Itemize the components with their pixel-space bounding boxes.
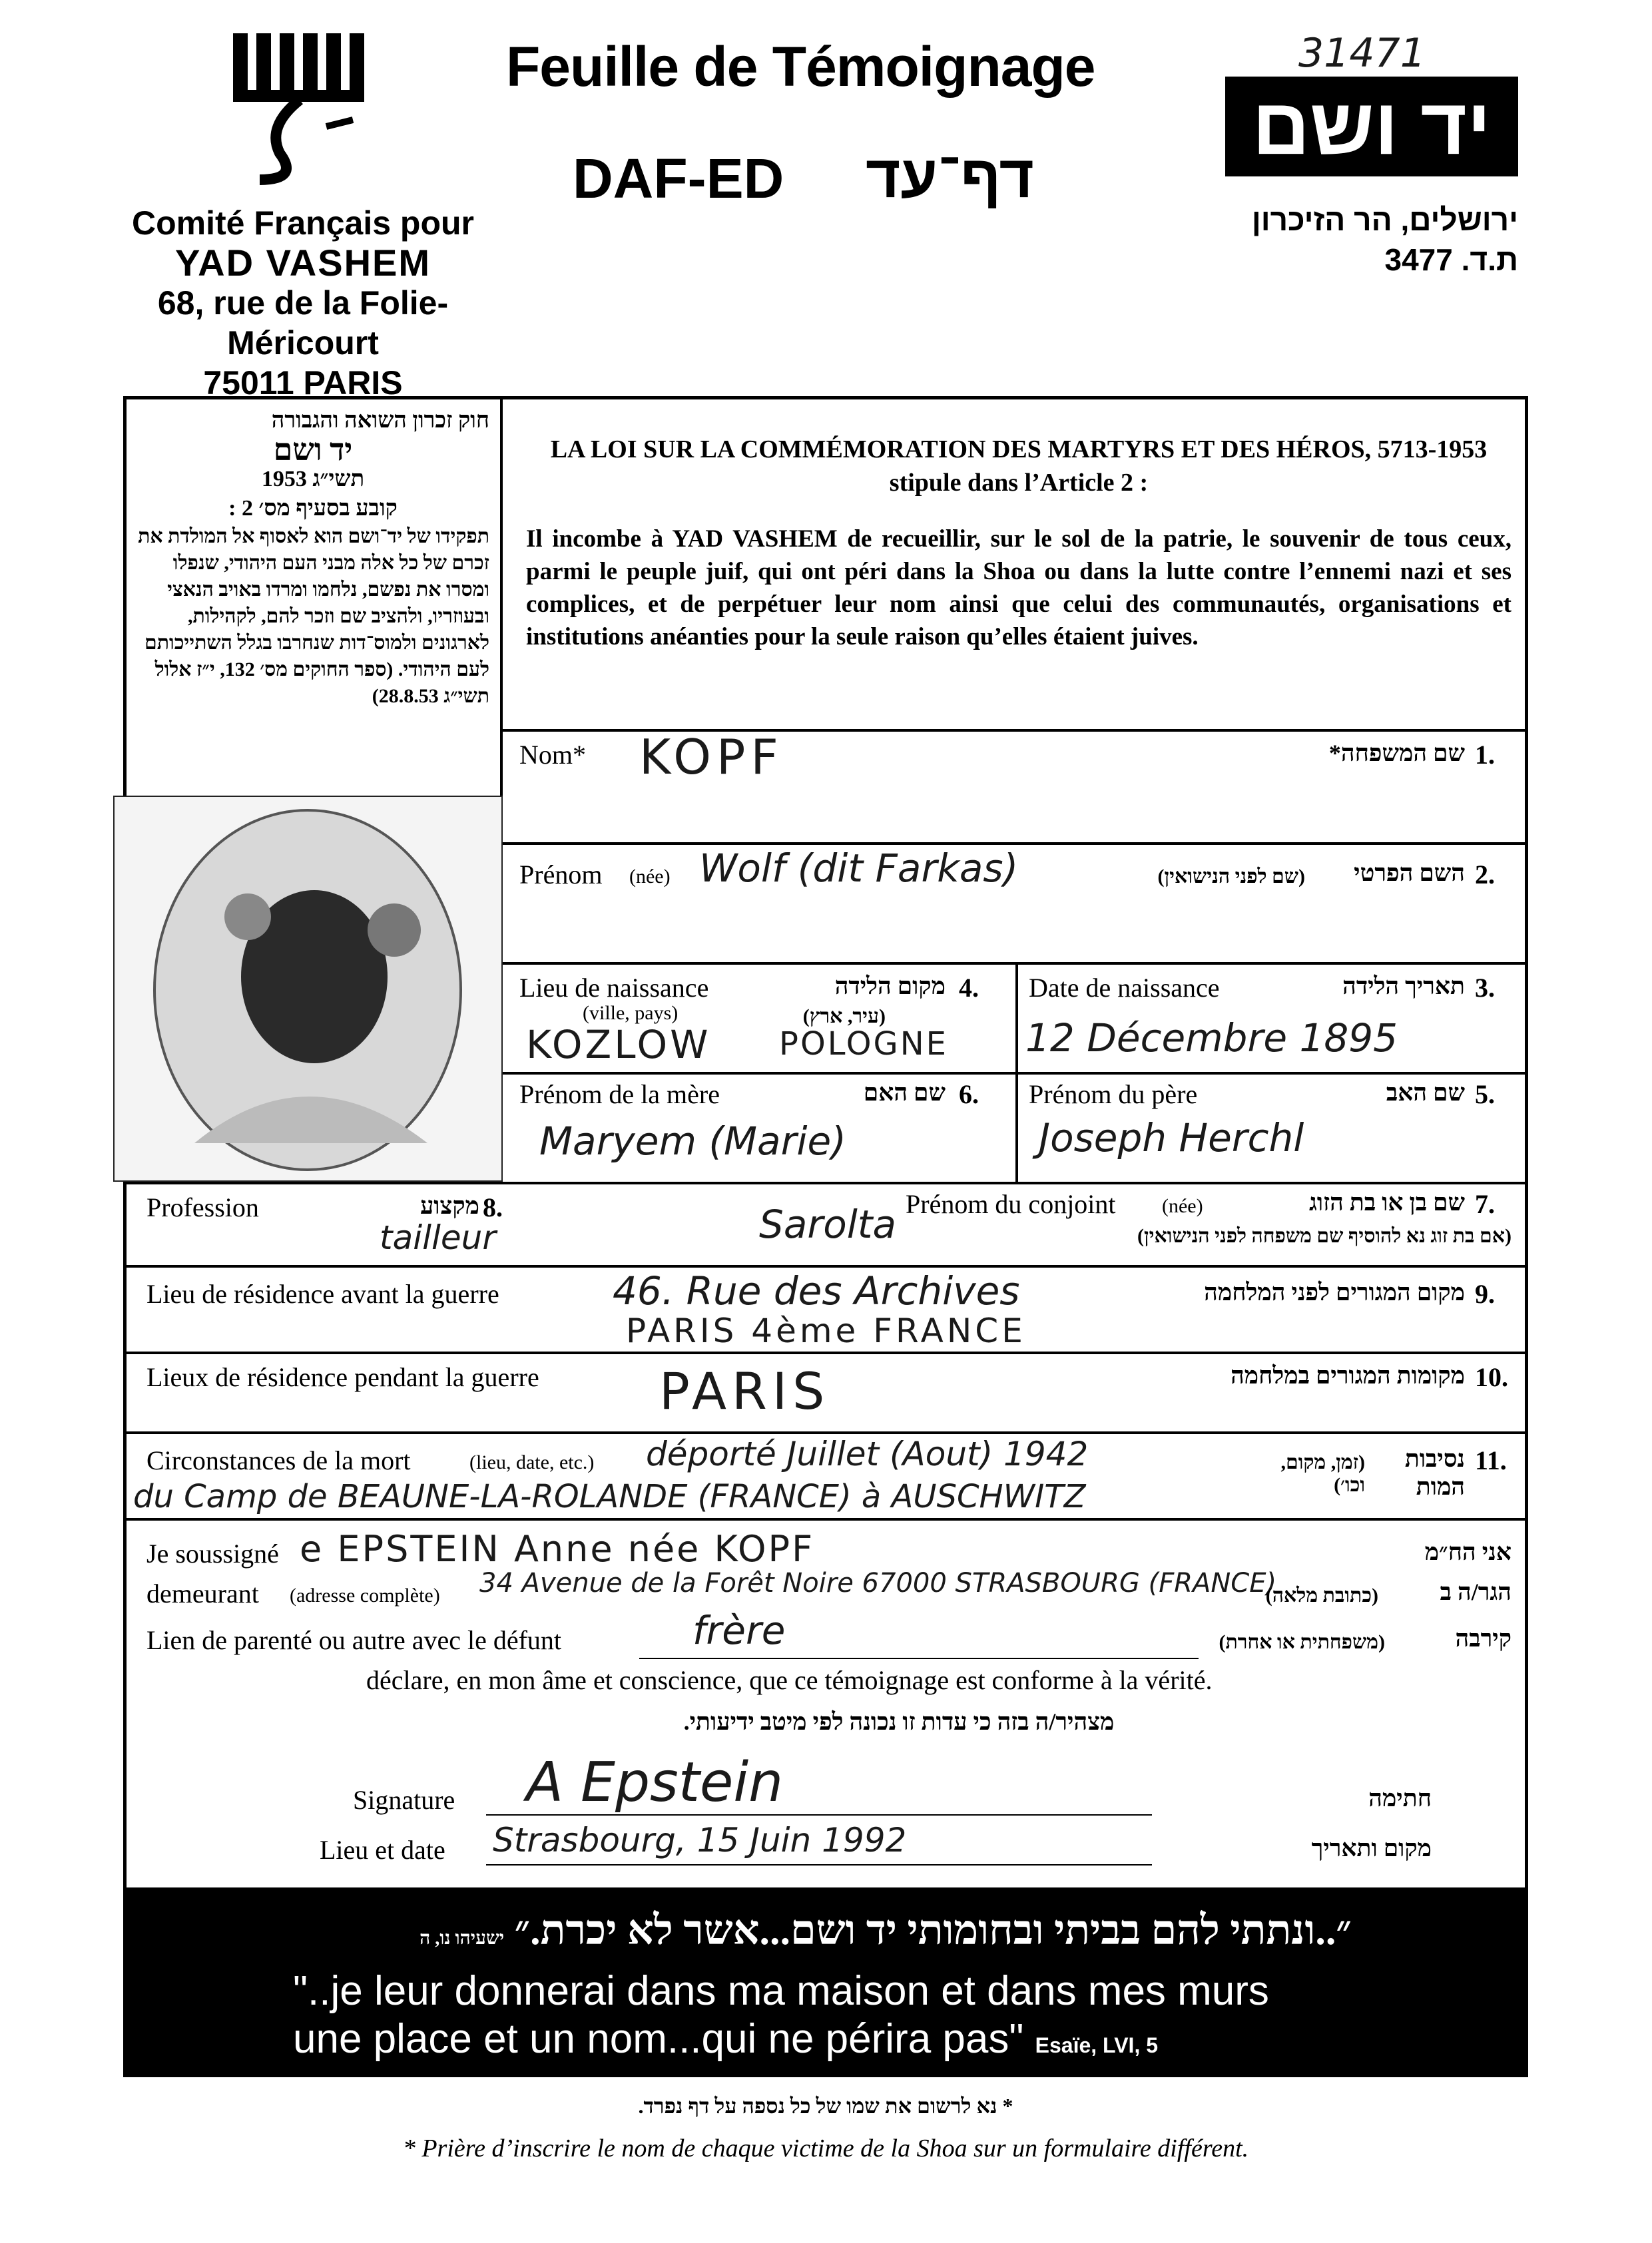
lieu-naissance-hebrew-note: (עיר, ארץ) bbox=[802, 1005, 886, 1027]
circonstances-note: (lieu, date, etc.) bbox=[469, 1451, 595, 1473]
lieu-date-value: Strasbourg, 15 Juin 1992 bbox=[493, 1821, 907, 1860]
hebrew-law-text bbox=[137, 406, 489, 710]
conjoint-number: 7. bbox=[1475, 1189, 1495, 1219]
nom-hebrew-label: שם המשפחה* bbox=[1328, 740, 1465, 766]
demeurant-note: (adresse complète) bbox=[290, 1585, 440, 1607]
footer-quote-french-ref: Esaïe, LVI, 5 bbox=[1035, 2033, 1159, 2057]
victim-photo bbox=[113, 796, 503, 1182]
footer-quote-french bbox=[293, 1967, 1492, 2069]
signature-value: A Epstein bbox=[526, 1751, 784, 1814]
lien-label: Lien de parenté ou autre avec le défunt bbox=[146, 1625, 562, 1655]
declaration-text: déclare, en mon âme et conscience, que ce témoignage est conforme à la vérité. bbox=[366, 1665, 1213, 1695]
circonstances-value-line1: déporté Juillet (Aout) 1942 bbox=[646, 1435, 1089, 1473]
lien-underline bbox=[639, 1658, 1199, 1659]
footer-quote-french-line2: une place et un nom...qui ne périra pas" bbox=[293, 2016, 1024, 2062]
circonstances-hebrew-note: (זמן, מקום, וכו׳) bbox=[1280, 1451, 1365, 1496]
prenom-label: Prénom bbox=[519, 860, 603, 889]
prenom-mere-number: 6. bbox=[959, 1079, 979, 1109]
hebrew-law-line3: תשי״ג 1953 bbox=[261, 467, 365, 491]
footer-quote-french-line1: "..je leur donnerai dans ma maison et dans mes murs bbox=[293, 1968, 1269, 2014]
divider-line bbox=[503, 842, 1528, 845]
residence-pendant-value: PARIS bbox=[659, 1362, 830, 1421]
date-naissance-value: 12 Décembre 1895 bbox=[1025, 1015, 1398, 1061]
signature-label: Signature bbox=[353, 1785, 455, 1815]
divider-line bbox=[123, 1182, 1528, 1184]
footer-quote-hebrew bbox=[293, 1907, 1478, 1955]
soussigne-hebrew-label: אני הח״מ bbox=[1424, 1539, 1512, 1565]
declaration-hebrew: מצהיר/ה בזה כי עדות זו נכונה לפי מיטב ידיעותי. bbox=[683, 1708, 1115, 1735]
demeurant-value: 34 Avenue de la Forêt Noire 67000 STRASBOURG (FRANCE) bbox=[479, 1568, 1277, 1599]
signature-hebrew-label: חתימה bbox=[1368, 1785, 1432, 1812]
org-line2: YAD VASHEM bbox=[174, 242, 431, 284]
date-naissance-hebrew-label: תאריך הלידה bbox=[1342, 973, 1465, 999]
yad-vashem-logo: יד ושם bbox=[1225, 77, 1518, 176]
divider-line bbox=[123, 1265, 1528, 1268]
law-title bbox=[526, 433, 1512, 499]
circonstances-label: Circonstances de la mort bbox=[146, 1445, 411, 1475]
lien-hebrew-note: (משפחתית או אחרת) bbox=[1219, 1631, 1385, 1653]
divider-line bbox=[1015, 962, 1018, 1182]
conjoint-label: Prénom du conjoint bbox=[906, 1189, 1116, 1219]
nom-number: 1. bbox=[1475, 740, 1495, 770]
hebrew-law-line1: חוק זכרון השואה והגבורה bbox=[271, 408, 489, 433]
prenom-value: Wolf (dit Farkas) bbox=[699, 846, 1019, 891]
footnote-hebrew: * נא לרשום את שמו של כל נספה על דף נפרד. bbox=[638, 2094, 1013, 2118]
footer-quote-hebrew-ref: ישעיהו נו, ה bbox=[419, 1928, 505, 1949]
circonstances-value-line2: du Camp de BEAUNE-LA-ROLANDE (FRANCE) à AUSCHWITZ bbox=[133, 1478, 1086, 1515]
demeurant-label: demeurant bbox=[146, 1579, 259, 1609]
lieu-naissance-city: KOZLOW bbox=[526, 1022, 711, 1067]
soussigne-value: e EPSTEIN Anne née KOPF bbox=[300, 1528, 815, 1570]
prenom-hebrew-label: השם הפרטי bbox=[1354, 860, 1465, 886]
profession-label: Profession bbox=[146, 1192, 259, 1222]
residence-avant-number: 9. bbox=[1475, 1279, 1495, 1309]
prenom-pere-hebrew-label: שם האב bbox=[1386, 1079, 1465, 1106]
profession-hebrew-label: מקצוע bbox=[419, 1192, 479, 1219]
hebrew-law-line4: קובע בסעיף מס׳ 2 : bbox=[228, 496, 398, 521]
daf-ed-hebrew-label: דף־עד bbox=[866, 144, 1034, 210]
daf-ed-label: DAF-ED bbox=[573, 147, 784, 210]
lieu-date-label: Lieu et date bbox=[320, 1835, 445, 1865]
lieu-date-hebrew-label: מקום ותאריך bbox=[1311, 1835, 1432, 1862]
date-naissance-number: 3. bbox=[1475, 973, 1495, 1003]
prenom-mere-hebrew-label: שם האם bbox=[863, 1079, 946, 1106]
nom-value: KOPF bbox=[639, 729, 784, 785]
yad-vashem-address bbox=[1199, 200, 1518, 280]
yv-address-line2: ת.ד. 3477 bbox=[1384, 242, 1518, 277]
prenom-pere-label: Prénom du père bbox=[1029, 1079, 1198, 1109]
residence-pendant-hebrew-label: מקומות המגורים במלחמה bbox=[1231, 1362, 1465, 1389]
prenom-pere-number: 5. bbox=[1475, 1079, 1495, 1109]
profession-value: tailleur bbox=[380, 1218, 496, 1257]
divider-line bbox=[123, 1352, 1528, 1354]
law-body: Il incombe à YAD VASHEM de recueillir, sur le sol de la patrie, le souvenir de tous ceux, parmi le peuple juif, qui ont péri dans la Shoa ou dans la lutte contre l’ennemi nazi et ses complices, et de perpétuer leur nom ainsi que celui des communautés, organisations et institutions anéanties pour la seule raison qu’elles étaient juives. bbox=[526, 525, 1512, 650]
prenom-note: (née) bbox=[629, 866, 671, 887]
residence-avant-value-line1: 46. Rue des Archives bbox=[613, 1268, 1020, 1314]
footnote-french: * Prière d’inscrire le nom de chaque victime de la Shoa sur un formulaire différent. bbox=[402, 2134, 1249, 2162]
prenom-pere-value: Joseph Herchl bbox=[1039, 1115, 1304, 1160]
conjoint-value: Sarolta bbox=[759, 1202, 897, 1247]
conjoint-hebrew-label: שם בן או בת הזוג bbox=[1309, 1189, 1465, 1216]
lieu-naissance-number: 4. bbox=[959, 973, 979, 1003]
lieu-naissance-country: POLOGNE bbox=[779, 1025, 948, 1063]
lien-hebrew-label: קירבה bbox=[1455, 1625, 1512, 1652]
menorah-logo-icon bbox=[220, 27, 380, 186]
residence-pendant-number: 10. bbox=[1475, 1362, 1508, 1392]
law-title-line: LA LOI SUR LA COMMÉMORATION DES MARTYRS ET DES HÉROS, 5713-1953 bbox=[550, 435, 1488, 463]
footer-quote-hebrew-text: ״..ונתתי להם בביתי ובחומותי יד ושם...אשר לא יכרת.״ bbox=[514, 1908, 1352, 1953]
law-subtitle: stipule dans l’Article 2 : bbox=[889, 469, 1149, 497]
lien-value: frère bbox=[692, 1608, 786, 1653]
divider-line bbox=[123, 1431, 1528, 1434]
date-naissance-label: Date de naissance bbox=[1029, 973, 1220, 1003]
org-address1: 68, rue de la Folie-Méricourt bbox=[157, 284, 449, 362]
lieu-date-line bbox=[486, 1864, 1152, 1866]
yv-address-line1: ירושלים, הר הזיכרון bbox=[1251, 202, 1518, 237]
lieu-naissance-label: Lieu de naissance bbox=[519, 973, 709, 1003]
nom-label: Nom* bbox=[519, 740, 586, 770]
lieu-naissance-hebrew-label: מקום הלידה bbox=[834, 973, 946, 999]
hebrew-law-body: תפקידו של יד־ושם הוא לאסוף אל המולדת את זכרם של כל אלה מבני העם היהודי, שנפלו ומסרו את נפשם, נלחמו ומרדו באויב הנאצי ובעוזריו, ולהציב שם וזכר להם, לקהילות, לארגונים ולמוס־דות שנחרבו בגלל השתייכותם לעם היהודי. (ספר החוקים מס׳ 132, י״ז אלול תשי״ג 28.8.53) bbox=[138, 525, 489, 707]
org-address2: 75011 PARIS bbox=[203, 364, 403, 401]
prenom-hebrew-note: (שם לפני הנישואין) bbox=[1157, 866, 1305, 887]
org-line1: Comité Français pour bbox=[132, 204, 474, 242]
residence-avant-label: Lieu de résidence avant la guerre bbox=[146, 1279, 499, 1309]
profession-number: 8. bbox=[483, 1192, 503, 1222]
prenom-number: 2. bbox=[1475, 860, 1495, 889]
form-title: Feuille de Témoignage bbox=[506, 35, 1095, 98]
conjoint-hebrew-note: (אם בת זוג נא להוסיף שם משפחה לפני הנישואין) bbox=[1137, 1225, 1512, 1247]
conjoint-note: (née) bbox=[1162, 1195, 1203, 1217]
residence-pendant-label: Lieux de résidence pendant la guerre bbox=[146, 1362, 539, 1392]
residence-avant-value-line2: PARIS 4ème FRANCE bbox=[626, 1312, 1026, 1350]
divider-line bbox=[123, 1518, 1528, 1521]
reference-number: 31471 bbox=[1298, 30, 1426, 77]
demeurant-hebrew-note: (כתובת מלאה) bbox=[1265, 1585, 1378, 1607]
lieu-naissance-note: (ville, pays) bbox=[583, 1002, 679, 1024]
signature-line bbox=[486, 1814, 1152, 1816]
demeurant-hebrew-label: הגר/ה ב bbox=[1440, 1579, 1512, 1605]
hebrew-law-line2: יד ושם bbox=[273, 433, 353, 467]
soussigne-label: Je soussigné bbox=[146, 1539, 279, 1569]
circonstances-number: 11. bbox=[1475, 1445, 1507, 1475]
prenom-mere-label: Prénom de la mère bbox=[519, 1079, 720, 1109]
residence-avant-hebrew-label: מקום המגורים לפני המלחמה bbox=[1204, 1279, 1465, 1306]
circonstances-hebrew-label: נסיבות המות bbox=[1404, 1445, 1465, 1500]
organization-block bbox=[113, 203, 493, 403]
prenom-mere-value: Maryem (Marie) bbox=[539, 1119, 846, 1164]
